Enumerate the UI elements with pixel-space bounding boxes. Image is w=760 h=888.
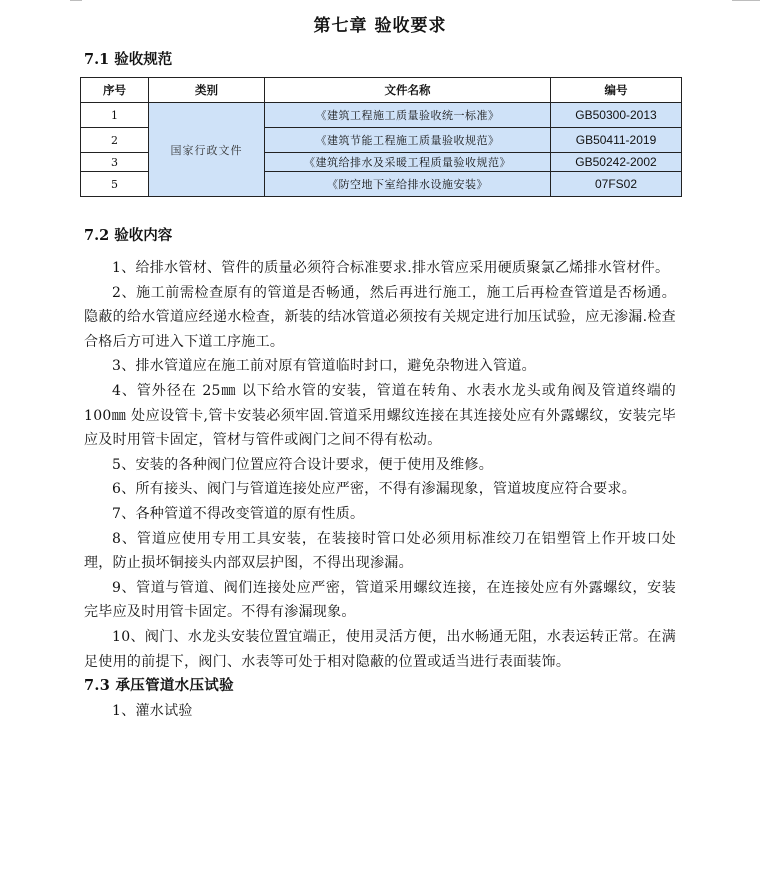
section-heading-content: 7.2 验收内容 bbox=[84, 227, 173, 244]
requirement-item: 3、排水管道应在施工前对原有管道临时封口，避免杂物进入管道。 bbox=[112, 358, 536, 375]
requirement-item: 5、安装的各种阀门位置应符合设计要求，便于使用及维修。 bbox=[112, 456, 494, 473]
content-body bbox=[84, 256, 676, 723]
document-name: 《建筑节能工程施工质量验收规范》 bbox=[265, 128, 551, 153]
spec-table bbox=[80, 77, 682, 197]
page-corner-mark-right bbox=[732, 0, 760, 1]
table-header-cell: 序号 bbox=[81, 78, 149, 103]
table-header-cell: 文件名称 bbox=[265, 78, 551, 103]
document-name: 《建筑工程施工质量验收统一标准》 bbox=[265, 103, 551, 128]
document-code: GB50300-2013 bbox=[551, 103, 682, 128]
requirement-item: 4、管外径在 25㎜ 以下给水管的安装，管道在转角、水表水龙头或角阀及管道终端的 100㎜ 处应设管卡,管卡安装必须牢固.管道采用螺纹连接在其连接处应有外露螺纹，安装完毕应及时用管卡固定，管材与管件或阀门之间不得有松动。 bbox=[84, 382, 676, 449]
row-number: 2 bbox=[81, 128, 149, 153]
document-code: GB50411-2019 bbox=[551, 128, 682, 153]
document-name: 《防空地下室给排水设施安装》 bbox=[265, 172, 551, 197]
row-number: 5 bbox=[81, 172, 149, 197]
document-name: 《建筑给排水及采暖工程质量验收规范》 bbox=[265, 153, 551, 172]
requirement-item: 9、管道与管道、阀们连接处应严密，管道采用螺纹连接，在连接处应有外露螺纹，安装完毕应及时用管卡固定。不得有渗漏现象。 bbox=[84, 579, 676, 621]
requirement-item: 2、施工前需检查原有的管道是否畅通，然后再进行施工，施工后再检查管道是否杨通。隐蔽的给水管道应经递水检查，新装的结冰管道必须按有关规定进行加压试验，应无渗漏.检查合格后方可进入下道工序施工。 bbox=[84, 284, 676, 350]
table-header-cell: 编号 bbox=[551, 78, 682, 103]
table-header-cell: 类别 bbox=[149, 78, 265, 103]
requirement-item: 1、给排水管材、管件的质量必须符合标准要求.排水管应采用硬质聚氯乙烯排水管材件。 bbox=[112, 260, 670, 276]
section-heading-pressure-test: 7.3 承压管道水压试验 bbox=[84, 677, 234, 695]
chapter-title: 第七章 验收要求 bbox=[313, 16, 447, 36]
requirement-item: 7、各种管道不得改变管道的原有性质。 bbox=[112, 505, 365, 522]
sub-item: 1、灌水试验 bbox=[112, 702, 193, 719]
row-number: 3 bbox=[81, 153, 149, 172]
page-corner-mark-left bbox=[70, 0, 82, 1]
requirement-item: 10、阀门、水龙头安装位置宜端正，使用灵活方便，出水畅通无阻，水表运转正常。在满足使用的前提下，阀门、水表等可处于相对隐蔽的位置或适当进行表面装饰。 bbox=[84, 628, 676, 670]
section-heading-spec: 7.1 验收规范 bbox=[84, 51, 173, 68]
table-row bbox=[81, 103, 682, 128]
table-header-row bbox=[81, 78, 682, 103]
row-number: 1 bbox=[81, 103, 149, 128]
requirement-item: 6、所有接头、阀门与管道连接处应严密，不得有渗漏现象，管道坡度应符合要求。 bbox=[112, 481, 637, 498]
document-code: 07FS02 bbox=[551, 172, 682, 197]
document-code: GB50242-2002 bbox=[551, 153, 682, 172]
requirement-item: 8、管道应使用专用工具安装，在装接时管口处必须用标准绞刀在铝塑管上作开坡口处理，防止损坏铜接头内部双层护图，不得出现渗漏。 bbox=[84, 530, 676, 572]
category-cell: 国家行政文件 bbox=[149, 103, 265, 197]
